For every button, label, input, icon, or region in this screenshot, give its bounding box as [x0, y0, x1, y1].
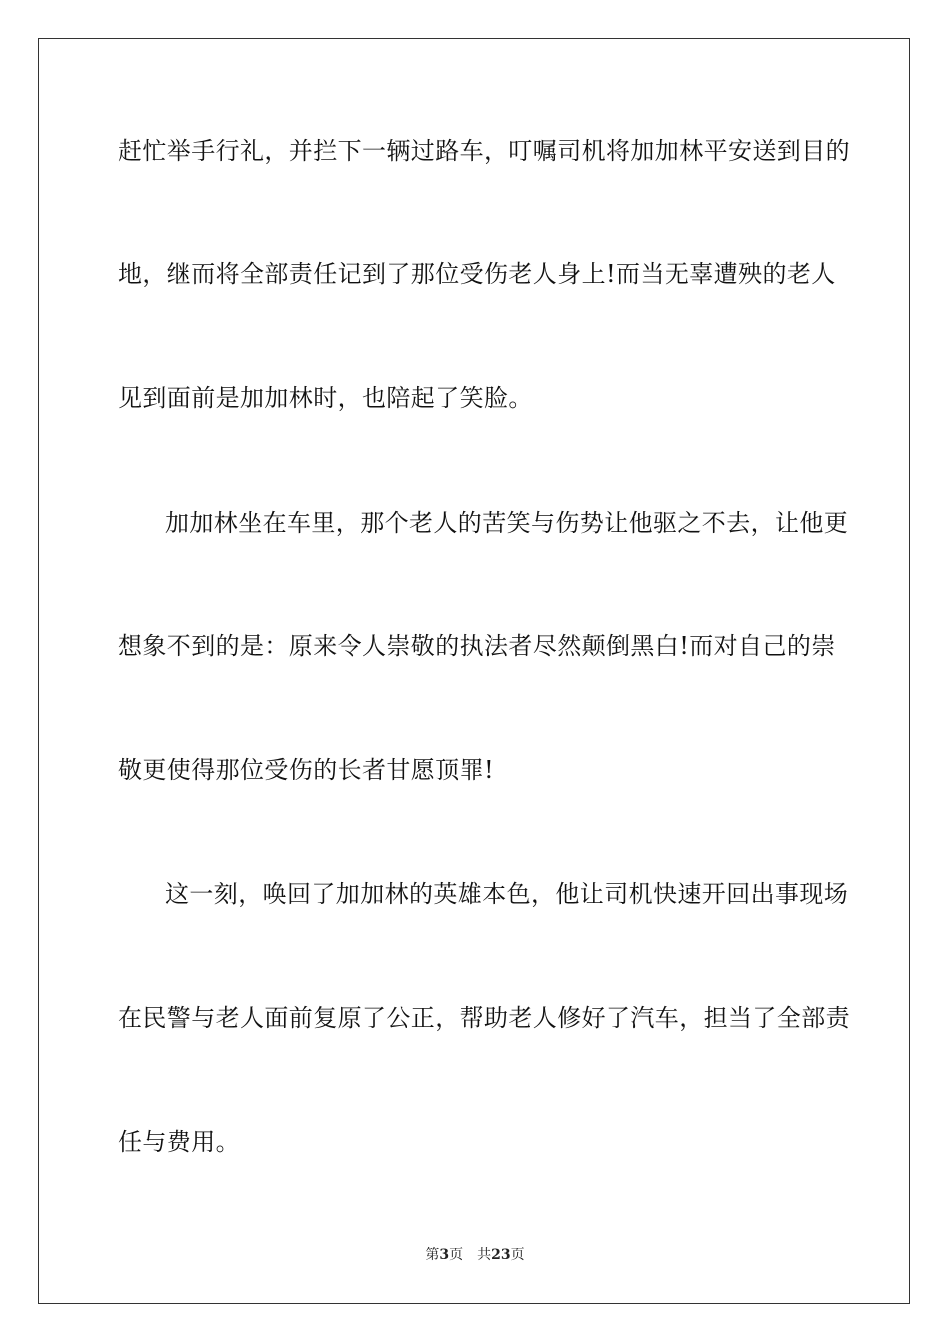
- page-suffix: 页: [449, 1247, 464, 1263]
- paragraph-line-8: 在民警与老人面前复原了公正，帮助老人修好了汽车，担当了全部责: [118, 1004, 850, 1032]
- paragraph-line-7: 这一刻，唤回了加加林的英雄本色，他让司机快速开回出事现场: [165, 880, 849, 908]
- paragraph-line-5: 想象不到的是：原来令人崇敬的执法者尽然颠倒黑白!而对自己的崇: [118, 632, 836, 660]
- page-border: [38, 38, 910, 1304]
- paragraph-line-1: 赶忙举手行礼，并拦下一辆过路车，叮嘱司机将加加林平安送到目的: [118, 137, 850, 165]
- page-number: 3: [439, 1247, 450, 1263]
- total-suffix: 页: [510, 1247, 525, 1263]
- paragraph-line-6: 敬更使得那位受伤的长者甘愿顶罪!: [118, 756, 495, 784]
- page-footer: [0, 1246, 950, 1264]
- paragraph-line-9: 任与费用。: [118, 1128, 240, 1156]
- page-prefix: 第: [425, 1247, 440, 1263]
- total-prefix: 共: [477, 1247, 492, 1263]
- paragraph-line-4: 加加林坐在车里，那个老人的苦笑与伤势让他驱之不去，让他更: [165, 509, 849, 537]
- paragraph-line-3: 见到面前是加加林时，也陪起了笑脸。: [118, 384, 533, 412]
- total-pages: 23: [491, 1247, 511, 1263]
- paragraph-line-2: 地，继而将全部责任记到了那位受伤老人身上!而当无辜遭殃的老人: [118, 260, 836, 288]
